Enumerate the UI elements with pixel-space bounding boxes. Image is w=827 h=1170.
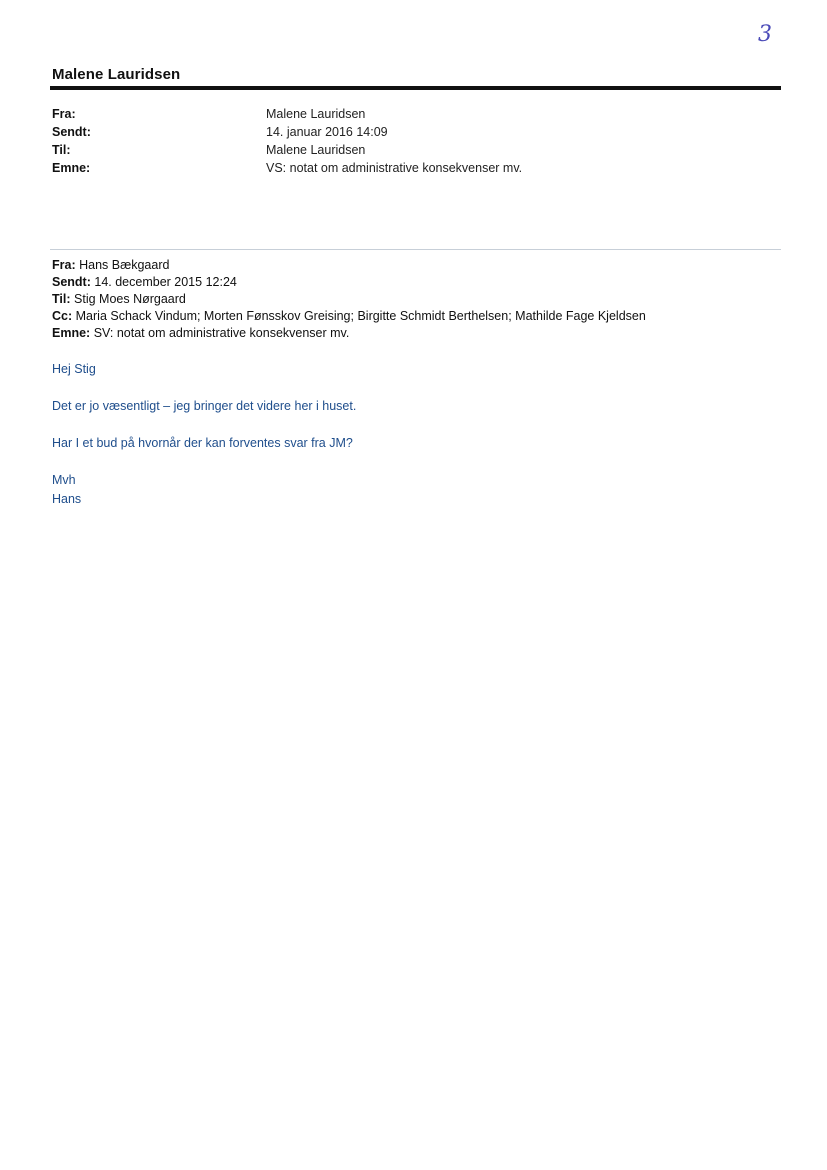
header-label-from: Fra: xyxy=(52,107,76,121)
header-value-subject: VS: notat om administrative konsekvenser mv. xyxy=(266,161,523,175)
message-paragraph-1: Det er jo væsentligt – jeg bringer det videre her i huset. xyxy=(52,399,357,413)
header-label-to: Til: xyxy=(52,143,71,157)
message-body xyxy=(52,360,356,509)
header-value-from: Malene Lauridsen xyxy=(266,107,366,121)
forwarded-label-sent: Sendt: xyxy=(52,275,91,289)
header-label-subject: Emne: xyxy=(52,161,91,175)
header-value-sent: 14. januar 2016 14:09 xyxy=(266,125,388,139)
forwarded-row-subject xyxy=(52,325,646,342)
forwarded-row-from xyxy=(52,257,646,274)
header-value-to: Malene Lauridsen xyxy=(266,143,366,157)
message-greeting: Hej Stig xyxy=(52,362,96,376)
document-title: Malene Lauridsen xyxy=(52,66,181,83)
message-closing: Mvh xyxy=(52,473,76,487)
forwarded-row-sent xyxy=(52,274,646,291)
message-paragraph-2: Har I et bud på hvornår der kan forventes svar fra JM? xyxy=(52,436,353,450)
forwarded-row-cc xyxy=(52,308,646,325)
forwarded-label-cc: Cc: xyxy=(52,309,73,323)
header-row-sent xyxy=(52,123,522,141)
header-row-to xyxy=(52,141,522,159)
forwarded-value-from: Hans Bækgaard xyxy=(79,258,170,272)
forwarded-header xyxy=(52,257,646,342)
header-row-subject xyxy=(52,159,522,177)
forward-separator xyxy=(50,249,781,250)
forwarded-value-subject: SV: notat om administrative konsekvenser mv. xyxy=(93,326,350,340)
forwarded-label-from: Fra: xyxy=(52,258,76,272)
page-number: 3 xyxy=(758,22,772,47)
message-signature: Hans xyxy=(52,492,82,506)
forwarded-label-subject: Emne: xyxy=(52,326,91,340)
email-header xyxy=(52,105,522,177)
forwarded-label-to: Til: xyxy=(52,292,71,306)
title-divider xyxy=(50,86,781,90)
forwarded-value-sent: 14. december 2015 12:24 xyxy=(94,275,237,289)
forwarded-value-cc: Maria Schack Vindum; Morten Fønsskov Greising; Birgitte Schmidt Berthelsen; Mathilde Fage Kjeldsen xyxy=(75,309,646,323)
header-row-from xyxy=(52,105,522,123)
header-label-sent: Sendt: xyxy=(52,125,91,139)
forwarded-value-to: Stig Moes Nørgaard xyxy=(74,292,186,306)
forwarded-row-to xyxy=(52,291,646,308)
